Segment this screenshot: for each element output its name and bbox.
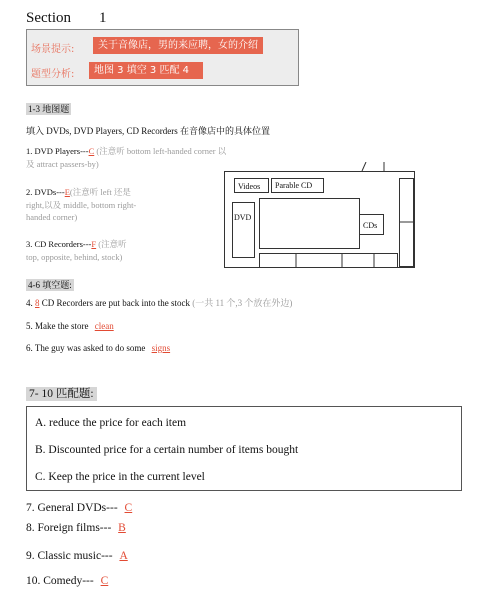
question-2: 2. DVDs---E(注意听 left 还是 right,以及 middle, bottom right- handed corner): [26, 187, 137, 222]
option-b: B. Discounted price for a certain number of items bought: [35, 444, 299, 456]
scene-value: 关于音像店，男的来应聘，女的介绍: [93, 37, 263, 54]
part3-heading: 7- 10 匹配题:: [26, 385, 97, 401]
answer-8: B: [118, 522, 126, 534]
answer-4: 8: [35, 298, 40, 308]
scene-label: 场景提示:: [31, 44, 75, 55]
store-map-drawing: [224, 162, 419, 272]
map-label-parable-cd: Parable CD: [275, 181, 313, 190]
part2-heading: 4-6 填空题:: [28, 280, 72, 290]
question-1: 1. DVD Players---C (注意听 bottom left-handed corner 以 及 attract passers-by): [26, 146, 227, 169]
answer-3: F: [91, 239, 97, 249]
option-a: A. reduce the price for each item: [35, 417, 187, 429]
part1-heading: 1-3 地图题: [28, 104, 70, 114]
answer-7: C: [124, 502, 133, 514]
option-c: C. Keep the price in the current level: [35, 471, 205, 483]
info-box: [26, 29, 299, 86]
map-label-dvd: DVD: [234, 213, 252, 222]
answer-row-9: 9. Classic music--- A: [26, 550, 128, 562]
analysis-value: 地图 3 填空 3 匹配 4: [89, 62, 203, 79]
options-box: [26, 406, 462, 491]
answer-row-7: 7. General DVDs--- C: [26, 502, 133, 514]
analysis-label: 题型分析:: [31, 69, 75, 80]
section-word: Section: [26, 10, 71, 26]
answer-row-10: 10. Comedy--- C: [26, 575, 109, 587]
question-3: 3. CD Recorders---F (注意听 top, opposite, behind, stock): [26, 239, 127, 262]
question-5: 5. Make the store clean: [26, 321, 114, 331]
section-title: [26, 10, 107, 27]
answer-5: clean: [94, 321, 114, 331]
answer-1: C: [88, 146, 95, 156]
store-map: [224, 162, 419, 272]
answer-row-8: 8. Foreign films--- B: [26, 522, 126, 534]
section-number: 1: [99, 10, 107, 26]
answer-10: C: [100, 575, 109, 587]
answer-9: A: [119, 550, 128, 562]
part1-instruction: 填入 DVDs, DVD Players, CD Recorders 在音像店中的具体位置: [26, 126, 270, 136]
answer-2: E: [64, 187, 70, 197]
answer-6: signs: [151, 343, 171, 353]
map-label-videos: Videos: [238, 182, 261, 191]
question-4: 4. 8 CD Recorders are put back into the stock (一共 11 个,3 个放在外边): [26, 298, 293, 308]
question-6: 6. The guy was asked to do some signs: [26, 343, 171, 353]
map-label-cds: CDs: [363, 221, 378, 230]
